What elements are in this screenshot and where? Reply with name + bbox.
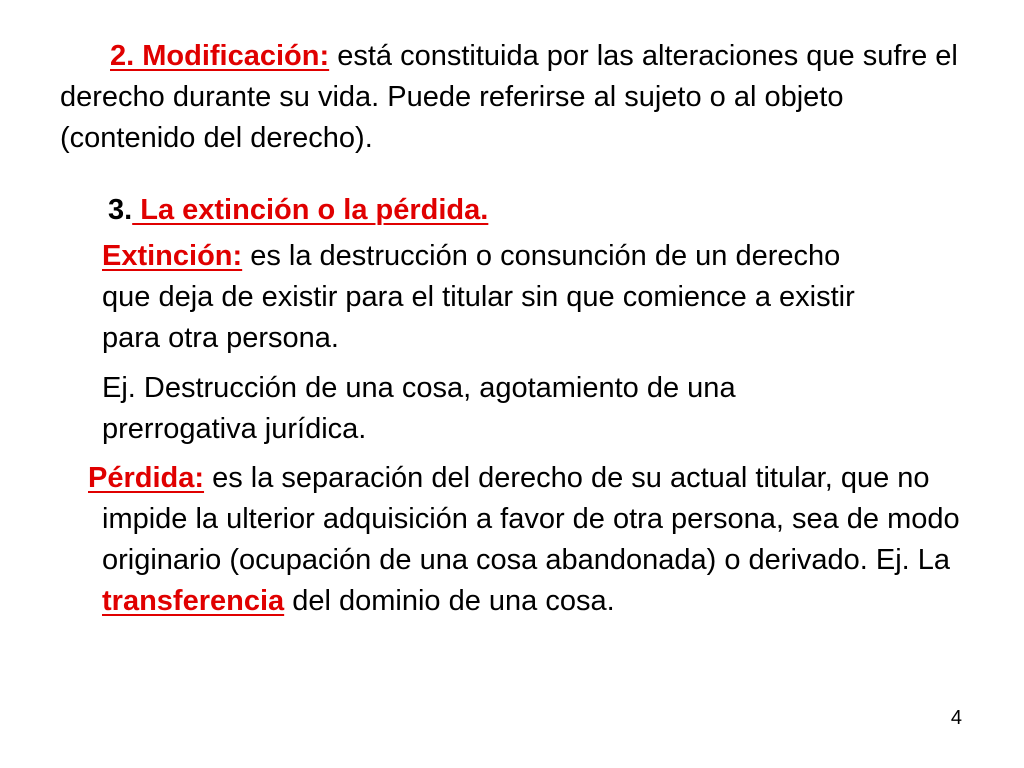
perdida-label: Pérdida: [88, 462, 205, 494]
perdida-paragraph [88, 458, 962, 622]
modification-paragraph [60, 36, 960, 159]
transferencia-highlight: transferencia [102, 585, 285, 617]
page-number: 4 [950, 707, 962, 729]
perdida-text-before: es la separación del derecho de su actual titular, que no impide la ulterior adquisición a favor de otra persona, sea de modo originario (ocupación de una cosa abandonada) o derivado. Ej. La [102, 462, 960, 576]
modification-label: 2. Modificación: [110, 40, 330, 72]
extincion-paragraph [102, 236, 862, 359]
extincion-label: Extinción: [102, 240, 243, 272]
section-3-heading [108, 190, 908, 231]
extincion-text: es la destrucción o consunción de un derecho que deja de existir para el titular sin que comience a existir para otra persona. [102, 240, 855, 354]
section-3-title: La extinción o la pérdida. [132, 194, 489, 226]
perdida-text-after: del dominio de una cosa. [284, 585, 615, 617]
modification-text: está constituida por las alteraciones que sufre el derecho durante su vida. Puede referirse al sujeto o al objeto (contenido del derecho). [60, 40, 958, 154]
ejemplo-paragraph [102, 368, 882, 450]
section-3-number: 3. [108, 194, 133, 226]
ejemplo-text: Ej. Destrucción de una cosa, agotamiento de una prerrogativa jurídica. [102, 372, 736, 445]
